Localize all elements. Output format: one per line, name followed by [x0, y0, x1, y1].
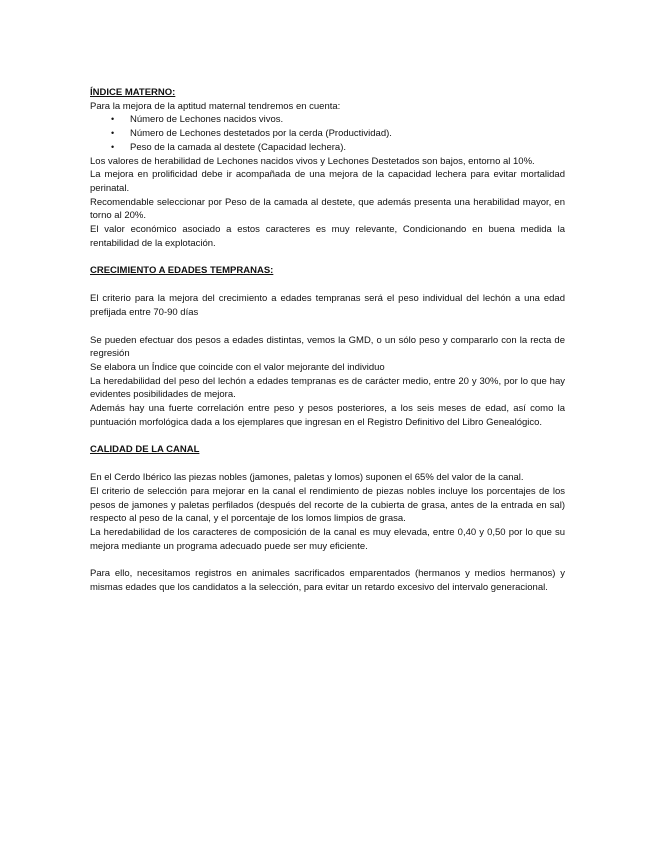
bullet-text: Peso de la camada al destete (Capacidad lechera).: [130, 141, 346, 153]
crecimiento-paragraph: Se pueden efectuar dos pesos a edades distintas, vemos la GMD, o un sólo peso y compararlo con la recta de regresión: [90, 334, 565, 360]
bullet-text: Número de Lechones destetados por la cerda (Productividad).: [130, 128, 392, 140]
bullet-icon: •: [111, 141, 115, 152]
list-item: [111, 141, 565, 155]
heading-calidad-canal: CALIDAD DE LA CANAL: [90, 444, 200, 456]
list-item: [111, 127, 565, 141]
heading-crecimiento: CRECIMIENTO A EDADES TEMPRANAS:: [90, 265, 274, 277]
canal-paragraph: En el Cerdo Ibérico las piezas nobles (jamones, paletas y lomos) suponen el 65% del valor de la canal.: [90, 472, 524, 484]
canal-paragraph: Para ello, necesitamos registros en animales sacrificados emparentados (hermanos y medios hermanos) y mismas edades que los candidatos a la selección, para evitar un retardo excesivo del intervalo generacional.: [90, 568, 565, 594]
bullet-text: Número de Lechones nacidos vivos.: [130, 114, 284, 126]
materno-bullet-list: [90, 113, 565, 154]
bullet-icon: •: [111, 114, 115, 125]
materno-intro: Para la mejora de la aptitud maternal tendremos en cuenta:: [90, 100, 341, 112]
bullet-icon: •: [111, 128, 115, 139]
materno-paragraph: El valor económico asociado a estos caracteres es muy relevante, Condicionando en buena medida la rentabilidad de la explotación.: [90, 224, 565, 249]
canal-paragraph: El criterio de selección para mejorar en la canal el rendimiento de piezas nobles incluye los porcentajes de los pesos de jamones y paletas perfilados (después del recorte de la cubierta de grasa, antes de la entrada en sal) respecto al peso de la canal, y el porcentaje de los lomos limpios de grasa.: [90, 485, 565, 525]
materno-paragraph: Recomendable seleccionar por Peso de la camada al destete, que además presenta una herabilidad mayor, en torno al 20%.: [90, 196, 565, 222]
canal-paragraph: La heredabilidad de los caracteres de composición de la canal es muy elevada, entre 0,40 y 0,50 por lo que su mejora mediante un programa adecuado puede ser muy eficiente.: [90, 526, 565, 552]
crecimiento-paragraph: La heredabilidad del peso del lechón a edades tempranas es de carácter medio, entre 20 y 30%, por lo que hay evidentes posibilidades de mejora.: [90, 375, 565, 401]
list-item: [111, 113, 565, 127]
heading-indice-materno: ÍNDICE MATERNO:: [90, 87, 176, 98]
materno-paragraph: La mejora en prolificidad debe ir acompañada de una mejora de la capacidad lechera para evitar mortalidad perinatal.: [90, 169, 565, 194]
materno-paragraph: Los valores de herabilidad de Lechones nacidos vivos y Lechones Destetados son bajos, entorno al 10%.: [90, 155, 535, 167]
crecimiento-paragraph: Se elabora un Índice que coincide con el valor mejorante del individuo: [90, 361, 385, 373]
crecimiento-paragraph: Además hay una fuerte correlación entre peso y pesos posteriores, a los seis meses de edad, así como la puntuación morfológica dada a los ejemplares que ingresan en el Registro Definitivo del Libro Genealógico.: [90, 403, 565, 428]
crecimiento-paragraph: El criterio para la mejora del crecimiento a edades tempranas será el peso individual del lechón a una edad prefijada entre 70-90 días: [90, 293, 565, 318]
